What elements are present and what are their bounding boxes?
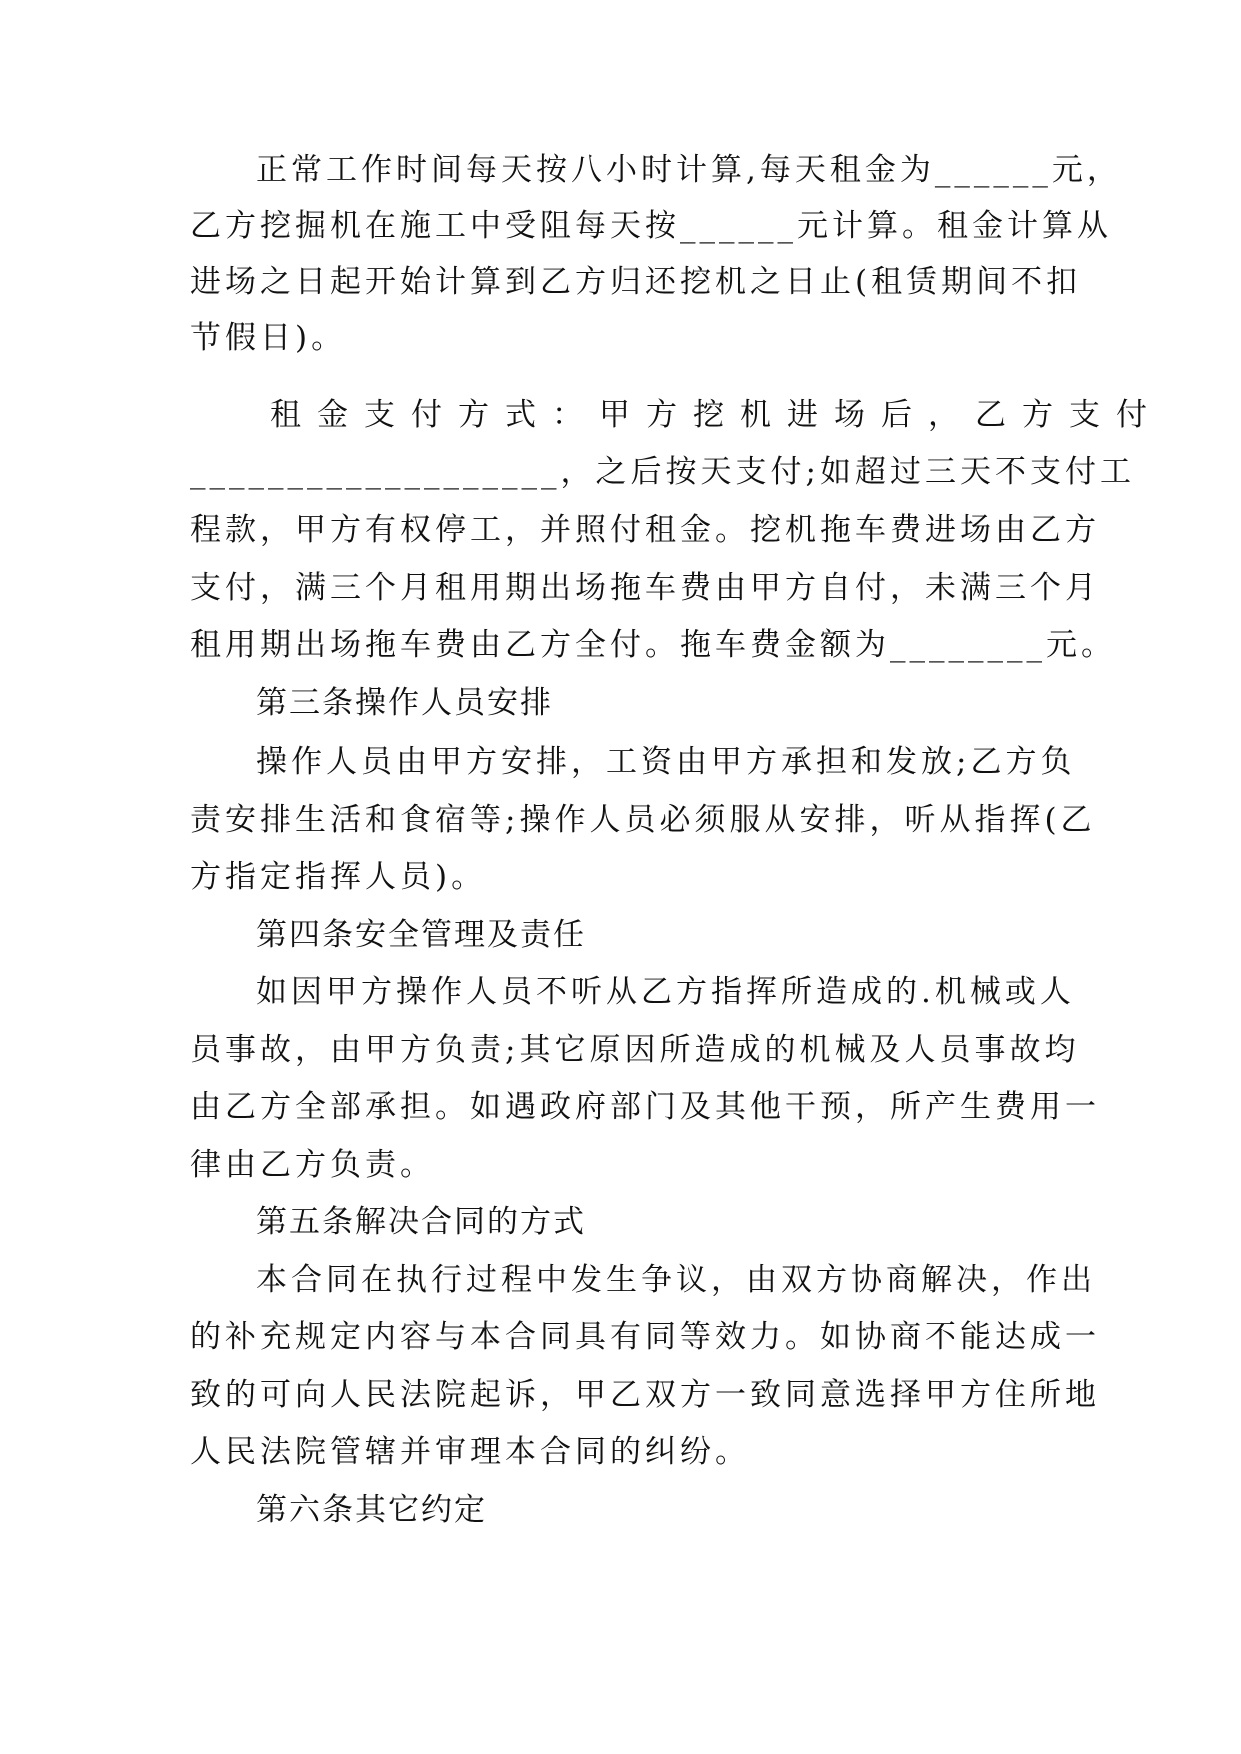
paragraph-line: 租金支付方式：甲方挖机进场后，乙方支付	[270, 397, 1163, 433]
section-heading: 第五条解决合同的方式	[256, 1204, 586, 1240]
section-heading: 第六条其它约定	[256, 1492, 487, 1528]
paragraph-line: 乙方挖掘机在施工中受阻每天按______元计算。租金计算从	[190, 208, 1112, 244]
paragraph-line: 方指定指挥人员)。	[190, 859, 487, 895]
paragraph-line: 程款，甲方有权停工，并照付租金。挖机拖车费进场由乙方	[190, 512, 1100, 548]
section-heading: 第四条安全管理及责任	[256, 917, 586, 953]
paragraph-line: 律由乙方负责。	[190, 1147, 435, 1183]
paragraph-line: 租用期出场拖车费由乙方全付。拖车费金额为________元。	[190, 627, 1116, 663]
paragraph-line: 节假日)。	[190, 320, 347, 356]
paragraph-line: 如因甲方操作人员不听从乙方指挥所造成的.机械或人	[256, 974, 1075, 1010]
paragraph-line: 支付，满三个月租用期出场拖车费由甲方自付，未满三个月	[190, 570, 1100, 606]
paragraph-line: 的补充规定内容与本合同具有同等效力。如协商不能达成一	[190, 1319, 1100, 1355]
paragraph-line: 员事故，由甲方负责;其它原因所造成的机械及人员事故均	[190, 1032, 1080, 1068]
paragraph-line: 进场之日起开始计算到乙方归还挖机之日止(租赁期间不扣	[190, 264, 1082, 300]
paragraph-line: 本合同在执行过程中发生争议，由双方协商解决，作出	[256, 1262, 1096, 1298]
paragraph-line: 人民法院管辖并审理本合同的纠纷。	[190, 1434, 750, 1470]
paragraph-line: 由乙方全部承担。如遇政府部门及其他干预，所产生费用一	[190, 1089, 1100, 1125]
paragraph-line: ___________________，之后按天支付;如超过三天不支付工	[190, 454, 1135, 490]
section-heading: 第三条操作人员安排	[256, 685, 553, 721]
paragraph-line: 操作人员由甲方安排，工资由甲方承担和发放;乙方负	[256, 744, 1076, 780]
paragraph-line: 责安排生活和食宿等;操作人员必须服从安排，听从指挥(乙	[190, 802, 1096, 838]
paragraph-line: 正常工作时间每天按八小时计算,每天租金为______元，	[256, 152, 1122, 188]
paragraph-line: 致的可向人民法院起诉，甲乙双方一致同意选择甲方住所地	[190, 1377, 1100, 1413]
